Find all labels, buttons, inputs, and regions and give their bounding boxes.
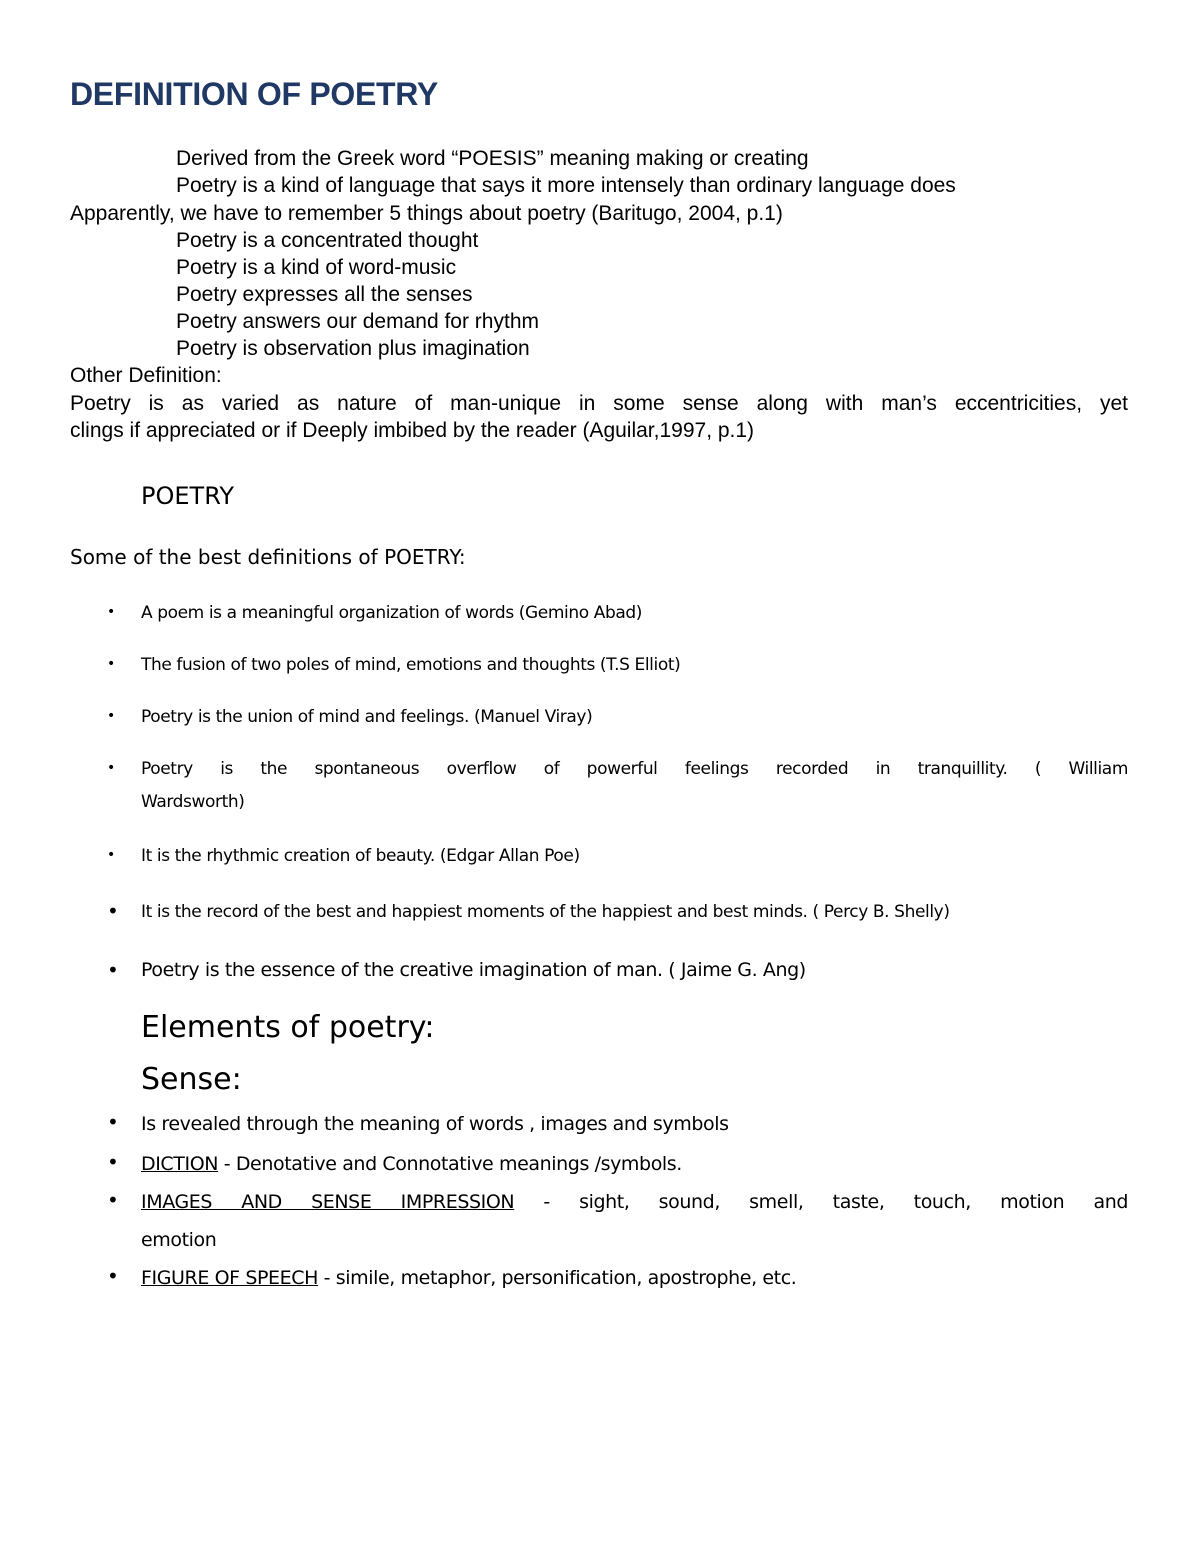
other-definition-line2: clings if appreciated or if Deeply imbibed by the reader (Aguilar,1997, p.1)	[70, 419, 755, 442]
intro-remember-line: Apparently, we have to remember 5 things about poetry (Baritugo, 2004, p.1)	[70, 202, 783, 225]
definition-text-continued: Wardsworth)	[141, 792, 245, 812]
bullet: •	[107, 958, 119, 982]
sense-text	[141, 1186, 1128, 1219]
page-title: DEFINITION OF POETRY	[70, 76, 438, 112]
figure-term: FIGURE OF SPEECH	[141, 1267, 319, 1289]
other-definition-label: Other Definition:	[70, 364, 222, 387]
bullet: •	[107, 656, 116, 672]
thing-item: Poetry is observation plus imagination	[176, 337, 530, 360]
bullet: •	[107, 760, 116, 776]
images-description: - sight, sound, smell, taste, touch, motion and	[514, 1191, 1128, 1213]
bullet: •	[107, 708, 116, 724]
best-definitions-label: Some of the best definitions of POETRY:	[70, 545, 466, 569]
sense-text	[141, 1262, 1128, 1295]
poetry-heading: POETRY	[141, 482, 234, 510]
bullet: •	[107, 1264, 119, 1288]
bullet: •	[107, 1188, 119, 1212]
bullet: •	[107, 1150, 119, 1174]
sense-text-continued: emotion	[141, 1229, 217, 1251]
bullet: •	[107, 604, 116, 620]
thing-item: Poetry is a kind of word-music	[176, 256, 457, 279]
intro-language-line: Poetry is a kind of language that says it more intensely than ordinary language does	[176, 174, 956, 197]
definition-text: It is the rhythmic creation of beauty. (Edgar Allan Poe)	[141, 846, 580, 866]
thing-item: Poetry expresses all the senses	[176, 283, 473, 306]
definition-text: Poetry is the essence of the creative imagination of man. ( Jaime G. Ang)	[141, 959, 806, 981]
definition-text: The fusion of two poles of mind, emotions and thoughts (T.S Elliot)	[141, 655, 681, 675]
bullet: •	[107, 1110, 119, 1134]
sense-text	[141, 1148, 1128, 1181]
other-definition-line1: Poetry is as varied as nature of man-unique in some sense along with man’s eccentricities, yet	[70, 392, 1128, 415]
definition-text: A poem is a meaningful organization of words (Gemino Abad)	[141, 603, 642, 623]
thing-item: Poetry answers our demand for rhythm	[176, 310, 539, 333]
thing-item: Poetry is a concentrated thought	[176, 229, 479, 252]
definition-text: Poetry is the union of mind and feelings. (Manuel Viray)	[141, 707, 593, 727]
images-term: IMAGES AND SENSE IMPRESSION	[141, 1191, 515, 1213]
figure-description: - simile, metaphor, personification, apostrophe, etc.	[318, 1267, 797, 1289]
diction-description: - Denotative and Connotative meanings /symbols.	[218, 1153, 682, 1175]
sense-heading: Sense:	[141, 1062, 242, 1097]
sense-text: Is revealed through the meaning of words , images and symbols	[141, 1113, 729, 1135]
bullet: •	[107, 847, 116, 863]
definition-text: Poetry is the spontaneous overflow of powerful feelings recorded in tranquillity. ( William	[141, 759, 1128, 779]
elements-heading: Elements of poetry:	[141, 1010, 435, 1045]
intro-derived-line: Derived from the Greek word “POESIS” meaning making or creating	[176, 147, 809, 170]
definition-text: It is the record of the best and happiest moments of the happiest and best minds. ( Percy B. Shelly)	[141, 902, 950, 922]
bullet: •	[107, 899, 119, 923]
diction-term: DICTION	[141, 1153, 219, 1175]
